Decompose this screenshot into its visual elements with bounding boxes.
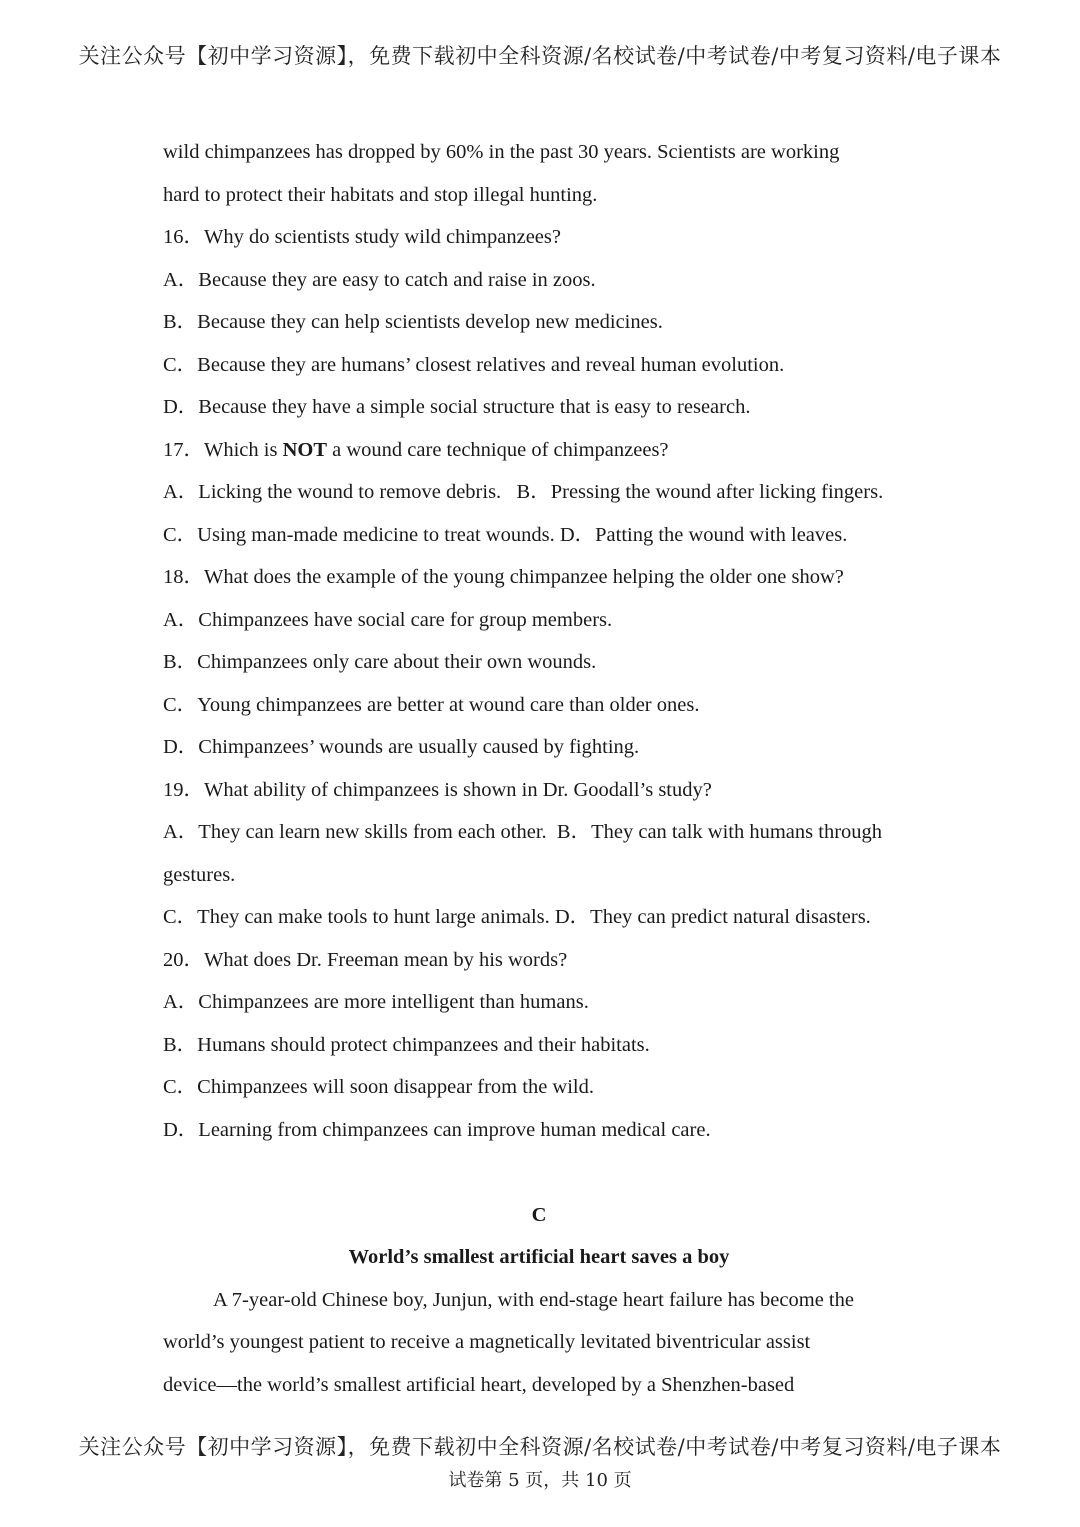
question-16-option-a: A．Because they are easy to catch and raise in zoos. <box>163 268 596 291</box>
question-20-option-a: A．Chimpanzees are more intelligent than humans. <box>163 991 589 1013</box>
passage-c-line: A 7-year-old Chinese boy, Junjun, with end-stage heart failure has become the <box>213 1288 854 1311</box>
question-20-option-c: C．Chimpanzees will soon disappear from the wild. <box>163 1076 594 1098</box>
question-20-stem: 20．What does Dr. Freeman mean by his words? <box>163 948 568 971</box>
question-17-emphasis: NOT <box>282 438 328 461</box>
passage-line: hard to protect their habitats and stop illegal hunting. <box>163 183 598 206</box>
question-16-option-b: B．Because they can help scientists develop new medicines. <box>163 311 663 333</box>
question-18-option-b: B．Chimpanzees only care about their own wounds. <box>163 651 597 673</box>
question-19-options-ab-continued: gestures. <box>163 863 236 886</box>
page-number: 试卷第 5 页，共 10 页 <box>448 1470 632 1491</box>
question-16-stem: 16．Why do scientists study wild chimpanzees? <box>163 226 561 248</box>
question-18-stem: 18．What does the example of the young chimpanzee helping the older one show? <box>163 566 844 588</box>
question-17-options-ab: A．Licking the wound to remove debris. B．Pressing the wound after licking fingers. <box>163 481 884 503</box>
question-19-options-cd: C．They can make tools to hunt large animals. D．They can predict natural disasters. <box>163 906 871 928</box>
page-content <box>163 131 933 1406</box>
question-18-option-c: C．Young chimpanzees are better at wound care than older ones. <box>163 693 700 716</box>
passage-line: wild chimpanzees has dropped by 60% in the past 30 years. Scientists are working <box>163 141 840 163</box>
header-banner: 关注公众号【初中学习资源】，免费下载初中全科资源/名校试卷/中考试卷/中考复习资料/电子课本 <box>78 44 1002 68</box>
question-18-option-d: D．Chimpanzees’ wounds are usually caused by fighting. <box>163 736 640 758</box>
passage-c-line: device—the world’s smallest artificial heart, developed by a Shenzhen-based <box>163 1373 795 1396</box>
question-17-stem-start: 17．Which is <box>163 438 283 461</box>
section-spacer <box>163 1151 933 1194</box>
question-17-stem <box>163 429 933 472</box>
section-c-heading: C <box>531 1203 547 1226</box>
question-18-option-a: A．Chimpanzees have social care for group members. <box>163 608 613 631</box>
question-16-option-c: C．Because they are humans’ closest relatives and reveal human evolution. <box>163 353 785 376</box>
question-19-stem: 19．What ability of chimpanzees is shown in Dr. Goodall’s study? <box>163 778 712 801</box>
footer-banner: 关注公众号【初中学习资源】，免费下载初中全科资源/名校试卷/中考试卷/中考复习资料/电子课本 <box>78 1435 1002 1459</box>
passage-c-title: World’s smallest artificial heart saves a boy <box>348 1246 730 1268</box>
question-17-options-cd: C．Using man-made medicine to treat wounds. D．Patting the wound with leaves. <box>163 523 848 546</box>
passage-c-line: world’s youngest patient to receive a magnetically levitated biventricular assist <box>163 1331 811 1353</box>
question-19-options-ab: A．They can learn new skills from each other. B．They can talk with humans through <box>163 821 883 843</box>
question-16-option-d: D．Because they have a simple social structure that is easy to research. <box>163 396 751 418</box>
question-20-option-d: D．Learning from chimpanzees can improve human medical care. <box>163 1118 711 1141</box>
question-17-stem-end: a wound care technique of chimpanzees? <box>327 438 669 461</box>
question-20-option-b: B．Humans should protect chimpanzees and their habitats. <box>163 1033 650 1056</box>
